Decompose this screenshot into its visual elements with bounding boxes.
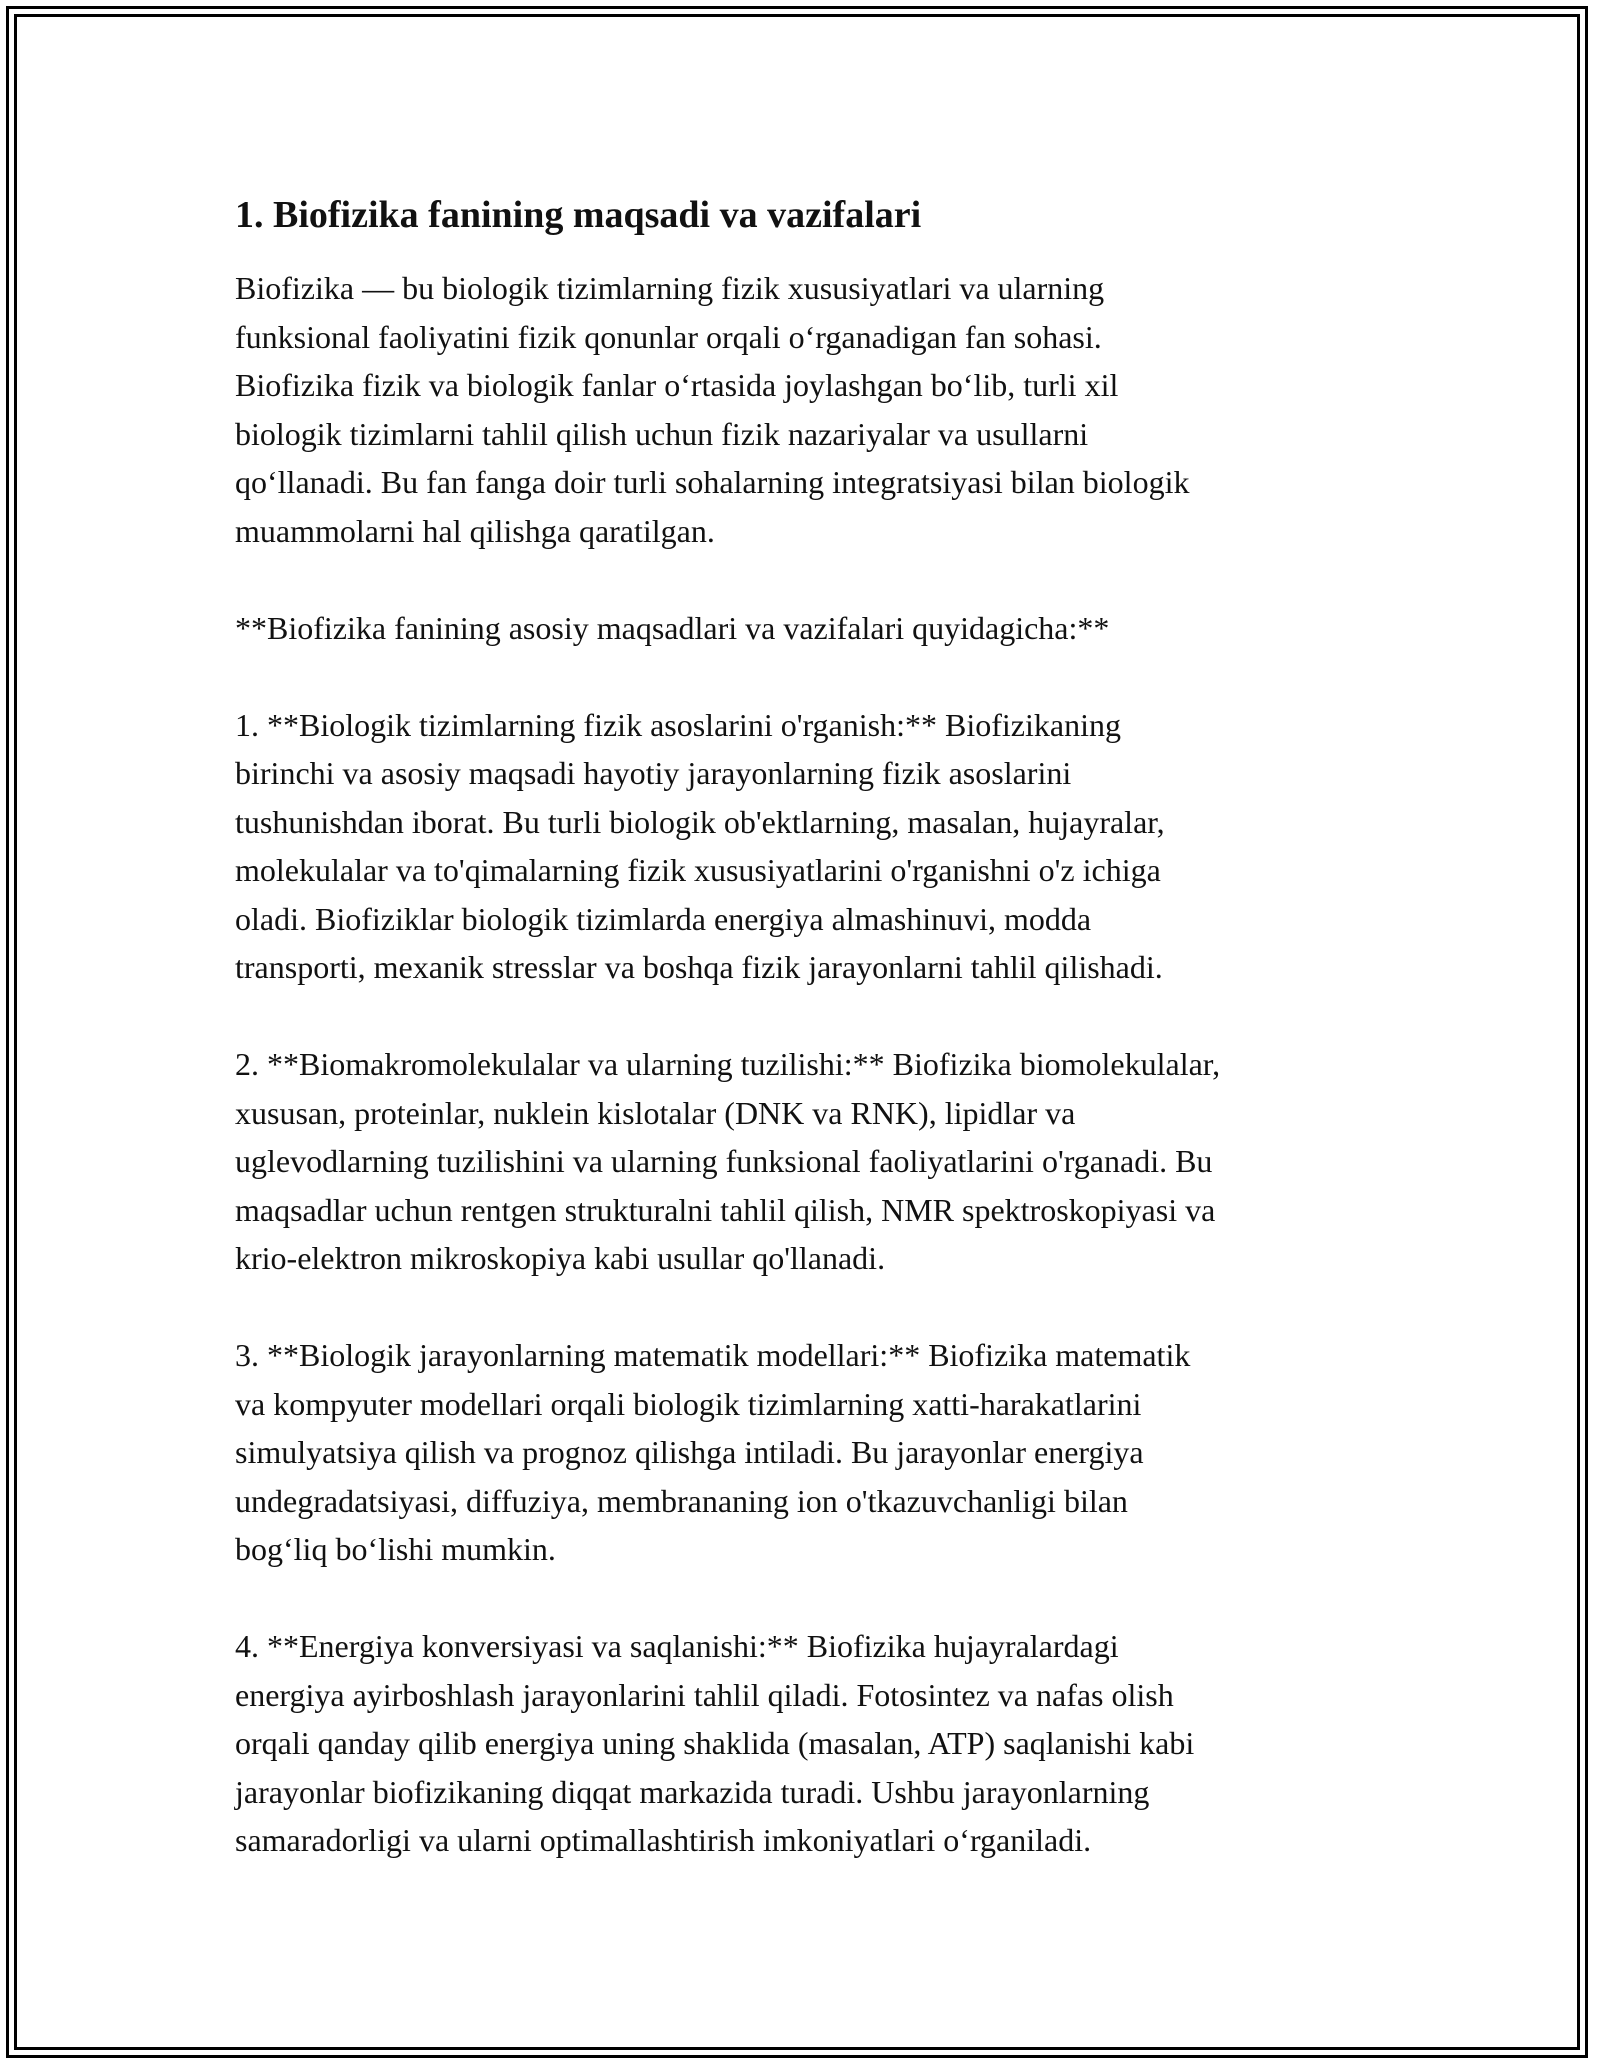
text-line: transporti, mexanik stresslar va boshqa fizik jarayonlarni tahlil qilishadi. [235, 949, 1163, 985]
text-line: molekulalar va to'qimalarning fizik xususiyatlarini o'rganishni o'z ichiga [235, 852, 1161, 888]
text-line: funksional faoliyatini fizik qonunlar orqali o‘rganadigan fan sohasi. [235, 318, 1102, 355]
list-item-1 [235, 701, 1395, 992]
text-line: biologik tizimlarni tahlil qilish uchun fizik nazariyalar va usullarni [235, 415, 1089, 452]
document-body [235, 190, 1395, 1913]
list-item-2 [235, 1040, 1395, 1283]
text-line: maqsadlar uchun rentgen strukturalni tahlil qilish, NMR spektroskopiyasi va [235, 1191, 1216, 1228]
text-line: tushunishdan iborat. Bu turli biologik ob'ektlarning, masalan, hujayralar, [235, 803, 1165, 840]
text-line: krio-elektron mikroskopiya kabi usullar qo'llanadi. [235, 1240, 886, 1276]
text-line: uglevodlarning tuzilishini va ularning funksional faoliyatlarini o'rganadi. Bu [235, 1143, 1213, 1179]
text-line: Biofizika fizik va biologik fanlar o‘rtasida joylashgan bo‘lib, turli xil [235, 367, 1119, 403]
text-line: simulyatsiya qilish va prognoz qilishga intiladi. Bu jarayonlar energiya [235, 1434, 1144, 1470]
section-heading: 1. Biofizika fanining maqsadi va vazifalari [235, 194, 922, 236]
list-intro-paragraph [235, 604, 1395, 653]
text-line: orqali qanday qilib energiya uning shaklida (masalan, ATP) saqlanishi kabi [235, 1725, 1195, 1761]
text-line: va kompyuter modellari orqali biologik tizimlarning xatti-harakatlarini [235, 1385, 1142, 1422]
text-line: qo‘llanadi. Bu fan fanga doir turli sohalarning integratsiyasi bilan biologik [235, 464, 1190, 500]
text-line: 4. **Energiya konversiyasi va saqlanishi:** Biofizika hujayralardagi [235, 1628, 1119, 1664]
list-item-4 [235, 1622, 1395, 1865]
list-item-3 [235, 1331, 1395, 1574]
text-line: oladi. Biofiziklar biologik tizimlarda energiya almashinuvi, modda [235, 900, 1092, 937]
text-line: Biofizika — bu biologik tizimlarning fizik xususiyatlari va ularning [235, 270, 1105, 306]
text-line: jarayonlar biofizikaning diqqat markazida turadi. Ushbu jarayonlarning [235, 1773, 1150, 1810]
intro-paragraph [235, 264, 1395, 555]
text-line: energiya ayirboshlash jarayonlarini tahlil qiladi. Fotosintez va nafas olish [235, 1676, 1174, 1713]
text-line: 2. **Biomakromolekulalar va ularning tuzilishi:** Biofizika biomolekulalar, [235, 1046, 1221, 1082]
text-line: muammolarni hal qilishga qaratilgan. [235, 512, 715, 549]
text-line: undegradatsiyasi, diffuziya, membrananing ion o'tkazuvchanligi bilan [235, 1482, 1128, 1519]
text-line: birinchi va asosiy maqsadi hayotiy jarayonlarning fizik asoslarini [235, 755, 1072, 791]
text-line: 1. **Biologik tizimlarning fizik asoslarini o'rganish:** Biofizikaning [235, 706, 1121, 743]
text-line: 3. **Biologik jarayonlarning matematik modellari:** Biofizika matematik [235, 1337, 1191, 1373]
text-line: xususan, proteinlar, nuklein kislotalar (DNK va RNK), lipidlar va [235, 1094, 1076, 1131]
text-line: **Biofizika fanining asosiy maqsadlari va vazifalari quyidagicha:** [235, 609, 1110, 646]
text-line: bog‘liq bo‘lishi mumkin. [235, 1531, 556, 1567]
text-line: samaradorligi va ularni optimallashtirish imkoniyatlari o‘rganiladi. [235, 1822, 1092, 1858]
